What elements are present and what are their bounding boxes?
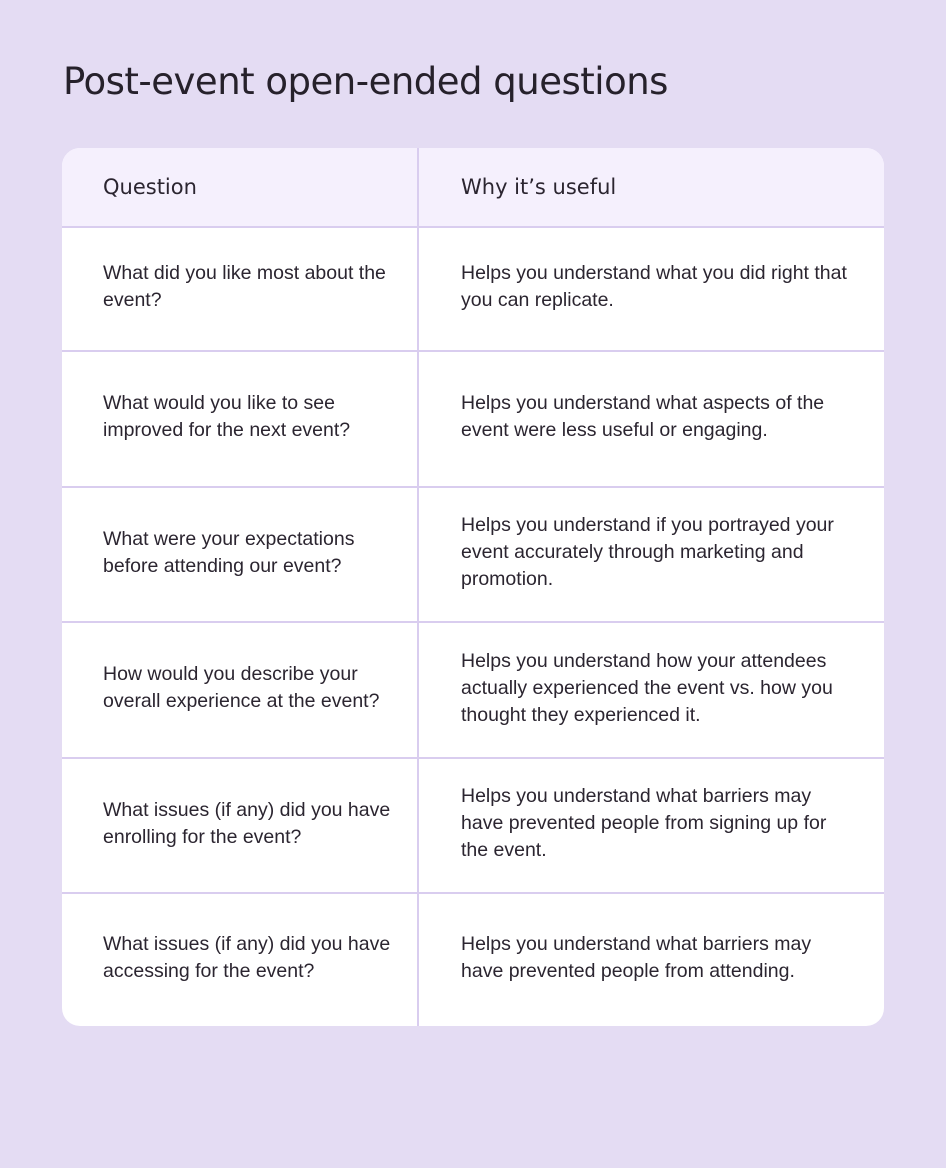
page-title: Post-event open-ended questions [63,60,668,103]
question-cell: What were your expectations before attending our event? [62,488,419,621]
header-why-useful: Why it’s useful [461,174,617,199]
table-row [62,892,884,1026]
questions-table [62,148,884,1026]
table-row [62,226,884,350]
why-cell: Helps you understand what barriers may have prevented people from attending. [461,933,812,982]
question-cell: How would you describe your overall experience at the event? [62,623,419,757]
question-cell: What issues (if any) did you have accessing for the event? [62,894,419,1026]
why-cell: Helps you understand what aspects of the event were less useful or engaging. [461,392,825,441]
question-cell: What would you like to see improved for the next event? [62,352,419,486]
table-row [62,350,884,486]
why-cell: Helps you understand how your attendees actually experienced the event vs. how you thought they experienced it. [461,649,833,726]
table-row [62,486,884,621]
why-cell: Helps you understand if you portrayed your event accurately through marketing and promotion. [461,514,834,590]
table-row [62,621,884,757]
question-cell: What issues (if any) did you have enrolling for the event? [62,759,419,892]
why-cell: Helps you understand what you did right that you can replicate. [461,262,847,311]
table-row [62,757,884,892]
question-cell: What did you like most about the event? [62,228,419,350]
table-header-row [62,148,884,226]
why-cell: Helps you understand what barriers may have prevented people from signing up for the event. [461,785,827,861]
header-question: Question [62,148,419,226]
